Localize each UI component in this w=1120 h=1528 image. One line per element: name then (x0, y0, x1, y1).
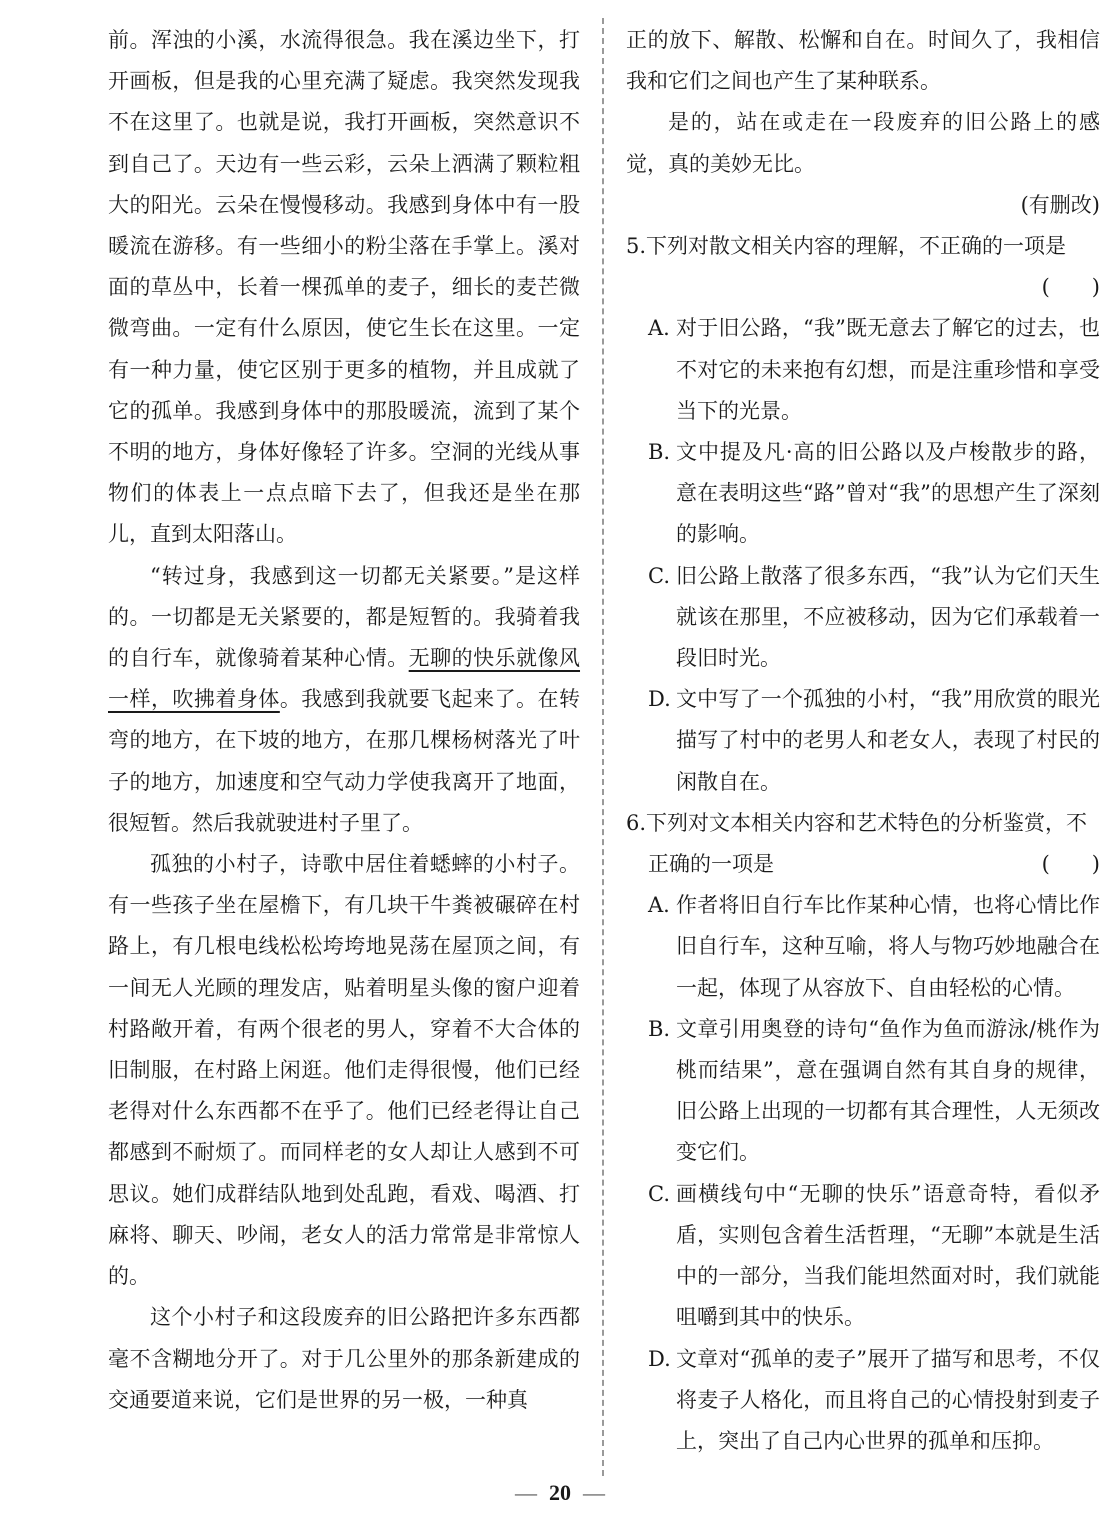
option-text: 作者将旧自行车比作某种心情，也将心情比作旧自行车，这种互喻，将人与物巧妙地融合在一起，体现了从容放下、自由轻松的心情。 (676, 893, 1100, 1000)
paragraph-2-text-after: 。我感到我就要飞起来了。在转弯的地方，在下坡的地方，在那几棵杨树落光了叶子的地方，加速度和空气动力学使我离开了地面，很短暂。然后我就驶进村子里了。 (108, 687, 581, 835)
option-a (626, 885, 1100, 1009)
option-b (626, 432, 1100, 556)
option-letter: B. (648, 440, 671, 465)
option-d (626, 679, 1100, 803)
right-column (626, 20, 1100, 1462)
question-number: 6. (626, 810, 647, 835)
option-text: 对于旧公路，“我”既无意去了解它的过去，也不对它的未来抱有幻想，而是注重珍惜和享受当下的光景。 (676, 316, 1100, 423)
option-letter: B. (648, 1016, 671, 1041)
page-number: 20 (549, 1480, 571, 1505)
underlined-sentence: 无聊的快乐就像风一样，吹拂着身体 (108, 646, 581, 712)
option-text: 文中提及凡·高的旧公路以及卢梭散步的路，意在表明这些“路”曾对“我”的思想产生了深刻的影响。 (676, 440, 1100, 547)
option-letter: D. (648, 687, 671, 712)
column-divider (602, 18, 604, 1476)
footer-dash-right: — (583, 1480, 605, 1505)
passage-paragraph-last: 是的，站在或走在一段废弃的旧公路上的感觉，真的美妙无比。 (626, 110, 1100, 176)
option-letter: C. (648, 1181, 670, 1206)
passage-paragraph-continued: 正的放下、解散、松懈和自在。时间久了，我相信我和它们之间也产生了某种联系。 (626, 28, 1100, 94)
question-stem-line-2: 正确的一项是 (648, 852, 774, 877)
passage-paragraph-1: 前。浑浊的小溪，水流得很急。我在溪边坐下，打开画板，但是我的心里充满了疑虑。我突然发现我不在这里了。也就是说，我打开画板，突然意识不到自己了。天边有一些云彩，云朵上洒满了颗粒粗大的阳光。云朵在慢慢移动。我感到身体中有一股暖流在游移。有一些细小的粉尘落在手掌上。溪对面的草丛中，长着一棵孤单的麦子，细长的麦芒微微弯曲。一定有什么原因，使它生长在这里。一定有一种力量，使它区别于更多的植物，并且成就了它的孤单。我感到身体中的那股暖流，流到了某个不明的地方，身体好像轻了许多。空洞的光线从事物们的体表上一点点暗下去了，但我还是坐在那儿，直到太阳落山。 (108, 28, 580, 547)
option-a (626, 308, 1100, 432)
footer-dash-left: — (515, 1480, 537, 1505)
answer-blank: ( ) (1041, 852, 1100, 877)
question-5-stem (626, 226, 1100, 267)
question-6-stem-line-2 (626, 844, 1100, 885)
option-c (626, 1174, 1100, 1339)
option-c (626, 556, 1100, 680)
passage-paragraph-3: 孤独的小村子，诗歌中居住着蟋蟀的小村子。有一些孩子坐在屋檐下，有几块干牛粪被碾碎在村路上，有几根电线松松垮垮地晃荡在屋顶之间，有一间无人光顾的理发店，贴着明星头像的窗户迎着村路敞开着，有两个很老的男人，穿着不大合体的旧制服，在村路上闲逛。他们走得很慢，他们已经老得对什么东西都不在乎了。他们已经老得让自己都感到不耐烦了。而同样老的女人却让人感到不可思议。她们成群结队地到处乱跑，看戏、喝酒、打麻将、聊天、吵闹，老女人的活力常常是非常惊人的。 (108, 852, 580, 1289)
option-text: 旧公路上散落了很多东西，“我”认为它们天生就该在那里，不应被移动，因为它们承载着一段旧时光。 (676, 563, 1100, 671)
option-d (626, 1339, 1100, 1463)
option-letter: A. (648, 893, 670, 918)
source-note: (有删改) (1020, 192, 1100, 217)
option-text: 画横线句中“无聊的快乐”语意奇特，看似矛盾，实则包含着生活哲理，“无聊”本就是生活中的一部分，当我们能坦然面对时，我们就能咀嚼到其中的快乐。 (676, 1181, 1100, 1330)
answer-blank: ( ) (1041, 275, 1100, 300)
option-b (626, 1009, 1100, 1174)
question-5 (626, 226, 1100, 803)
option-letter: C. (648, 563, 670, 588)
option-text: 文中写了一个孤独的小村，“我”用欣赏的眼光描写了村中的老男人和老女人，表现了村民的闲散自在。 (676, 687, 1100, 794)
passage-paragraph-2 (108, 556, 580, 844)
question-number: 5. (626, 234, 647, 259)
paragraph-2-text-before: “转过身，我感到这一切都无关紧要。”是这样的。一切都是无关紧要的，都是短暂的。我骑着我的自行车，就像骑着某种心情。 (108, 563, 580, 671)
option-text: 文章引用奥登的诗句“鱼作为鱼而游泳/桃作为桃而结果”，意在强调自然有其自身的规律，旧公路上出现的一切都有其合理性，人无须改变它们。 (676, 1016, 1100, 1165)
left-column (108, 20, 580, 1421)
question-6 (626, 803, 1100, 1462)
question-stem: 下列对散文相关内容的理解，不正确的一项是 (646, 234, 1067, 259)
page-footer (0, 1480, 1120, 1506)
option-letter: D. (648, 1346, 671, 1371)
option-text: 文章对“孤单的麦子”展开了描写和思考，不仅将麦子人格化，而且将自己的心情投射到麦子上，突出了自己内心世界的孤单和压抑。 (676, 1346, 1100, 1453)
passage-paragraph-4: 这个小村子和这段废弃的旧公路把许多东西都毫不含糊地分开了。对于几公里外的那条新建成的交通要道来说，它们是世界的另一极，一种真 (108, 1305, 580, 1412)
question-6-stem (626, 803, 1100, 844)
question-stem-line-1: 下列对文本相关内容和艺术特色的分析鉴赏，不 (646, 810, 1088, 835)
option-letter: A. (648, 316, 670, 341)
